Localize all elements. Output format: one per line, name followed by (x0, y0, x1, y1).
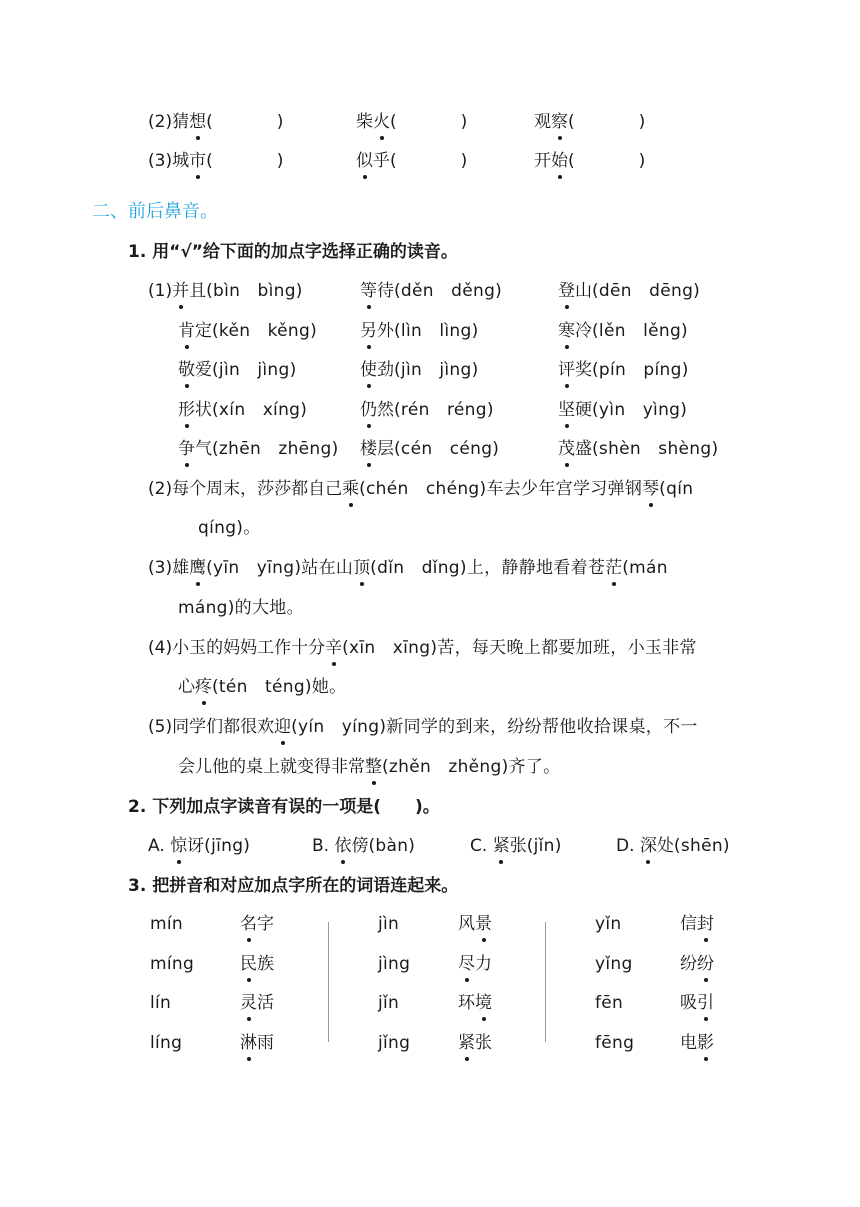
sentence-2-line1: (2)每个周末，莎莎都自己乘(chén chéng)车去少年宫学习弹钢琴(qín (148, 479, 694, 499)
q1-item (558, 358, 689, 382)
q3-pinyin[interactable]: jǐng (378, 1032, 411, 1053)
pinyin-options: (dēn dēng) (592, 281, 701, 301)
q3-word[interactable] (680, 952, 714, 976)
sentence-4-line1: (4)小玉的妈妈工作十分辛(xīn xīng)苦，每天晚上都要加班，小玉非常 (148, 638, 697, 658)
part1-row-3-c: 开始( ) (534, 151, 646, 171)
q3-word[interactable] (680, 912, 714, 936)
part1-row-3-b: 似乎( ) (356, 151, 468, 171)
char: 电 (680, 1032, 697, 1053)
item-number: (1) (148, 281, 173, 301)
char: 雨 (257, 1032, 274, 1053)
dotted-char: 使 (360, 360, 377, 380)
q1-item (178, 319, 317, 343)
char: 淋 (240, 1032, 257, 1053)
q2-option[interactable] (616, 834, 730, 858)
dotted-char: 敬 (178, 360, 195, 380)
pinyin-options: (jìn jìng) (212, 360, 297, 380)
dotted-char: 惊 (170, 836, 188, 856)
pinyin-options: (cén céng) (394, 439, 500, 459)
dotted-char: 深 (639, 836, 657, 856)
char: 定 (195, 320, 212, 341)
char: 纷 (697, 953, 714, 974)
pinyin-options: (shèn shèng) (592, 439, 719, 459)
char: 吸 (680, 993, 697, 1013)
q1-item (148, 279, 303, 303)
pinyin-options: (rén réng) (394, 399, 494, 420)
q1-item (558, 319, 688, 343)
pinyin-options: (yìn yìng) (592, 399, 688, 420)
dotted-char: 登 (558, 281, 575, 301)
q3-pinyin[interactable]: jìng (378, 953, 411, 974)
q3-pinyin[interactable]: fēng (595, 1032, 635, 1053)
char: 力 (475, 953, 492, 974)
q3-pinyin[interactable]: jǐn (378, 993, 400, 1013)
char: 状 (195, 399, 212, 420)
pinyin-options: (bìn bìng) (206, 281, 303, 301)
q3-word[interactable] (240, 912, 274, 936)
char: 层 (377, 439, 394, 459)
char: 风 (458, 914, 475, 934)
q3-pinyin[interactable]: yǐn (595, 914, 622, 934)
q3-pinyin[interactable]: líng (150, 1032, 183, 1053)
sentence-5-line2: 会儿他的桌上就变得非常整(zhěn zhěng)齐了。 (178, 757, 561, 777)
char: 活 (257, 993, 274, 1013)
dotted-char: 等 (360, 281, 377, 301)
char: 劲 (377, 360, 394, 380)
sentence-4-line2: 心疼(tén téng)她。 (178, 677, 347, 697)
q2-option[interactable] (148, 834, 250, 858)
q3-pinyin[interactable]: mín (150, 914, 183, 934)
part1-row-3: (3)城市( ) (148, 151, 284, 171)
dotted-char: 仍 (360, 399, 377, 420)
char: 盛 (575, 439, 592, 459)
q1-item (178, 437, 339, 461)
pinyin-options: (xín xíng) (212, 399, 308, 420)
q3-word[interactable] (240, 1031, 274, 1055)
dotted-char: 肯 (178, 320, 195, 341)
pinyin: (jǐn) (526, 836, 562, 856)
question-1-title: 1. 用“√”给下面的加点字选择正确的读音。 (128, 242, 458, 262)
char: 硬 (575, 399, 592, 420)
dotted-char: 寒 (558, 320, 575, 341)
part1-row-2: (2)猜想( ) (148, 112, 284, 132)
question-2-title: 2. 下列加点字读音有误的一项是( )。 (128, 797, 440, 817)
char: 待 (377, 281, 394, 301)
sentence-3-line2: máng)的大地。 (178, 598, 304, 618)
dotted-char: 茂 (558, 439, 575, 459)
char: 气 (195, 439, 212, 459)
dotted-char: 形 (178, 399, 195, 420)
q3-pinyin[interactable]: lín (150, 993, 172, 1013)
char: 紧 (458, 1032, 475, 1053)
char: 景 (475, 914, 492, 934)
part1-row-2-c: 观察( ) (534, 112, 646, 132)
char: 环 (458, 993, 475, 1013)
char: 民 (240, 953, 257, 974)
char: 名 (240, 914, 257, 934)
char: 境 (475, 993, 492, 1013)
q1-item (178, 358, 297, 382)
option-letter: B. (312, 836, 335, 856)
pinyin-options: (lěn lěng) (592, 320, 688, 341)
q1-item (558, 398, 687, 422)
dotted-char: 紧 (492, 836, 510, 856)
q3-word[interactable] (458, 952, 492, 976)
divider-line (545, 922, 546, 1042)
q3-word[interactable] (240, 991, 274, 1015)
pinyin-options: (děn děng) (394, 281, 503, 301)
pinyin-options: (zhēn zhēng) (212, 439, 339, 459)
section-title: 二、前后鼻音。 (92, 201, 218, 222)
q3-word[interactable] (240, 952, 274, 976)
q3-pinyin[interactable]: míng (150, 953, 195, 974)
q3-word[interactable] (680, 1031, 714, 1055)
option-letter: A. (148, 836, 171, 856)
pinyin: (shēn) (673, 836, 730, 856)
pinyin-options: (pín píng) (592, 360, 689, 380)
q1-item (178, 398, 307, 422)
q2-option[interactable] (312, 834, 415, 858)
part1-row-2-b: 柴火( ) (356, 112, 468, 132)
dotted-char: 依 (334, 836, 352, 856)
q3-pinyin[interactable]: fēn (595, 993, 624, 1013)
dotted-char: 并 (172, 281, 190, 301)
sentence-5-line1: (5)同学们都很欢迎(yín yíng)新同学的到来，纷纷帮他收拾课桌，不一 (148, 717, 698, 737)
char: 张 (509, 836, 527, 856)
dotted-char: 评 (558, 360, 575, 380)
char: 纷 (680, 953, 697, 974)
char: 字 (257, 914, 274, 934)
q1-item (360, 437, 499, 461)
option-letter: C. (470, 836, 493, 856)
q3-word[interactable] (458, 1031, 492, 1055)
pinyin: (bàn) (368, 836, 416, 856)
q3-pinyin[interactable]: jìn (378, 914, 400, 934)
q1-item (360, 358, 479, 382)
pinyin-options: (jìn jìng) (394, 360, 479, 380)
q2-option[interactable] (470, 834, 562, 858)
q1-item (558, 279, 700, 303)
char: 尽 (458, 953, 475, 974)
char: 外 (377, 320, 394, 341)
question-3-title: 3. 把拼音和对应加点字所在的词语连起来。 (128, 876, 459, 896)
divider-line (328, 922, 329, 1042)
pinyin: (jīng) (204, 836, 251, 856)
char: 讶 (187, 836, 205, 856)
dotted-char: 争 (178, 439, 195, 459)
char: 处 (656, 836, 674, 856)
dotted-char: 坚 (558, 399, 575, 420)
char: 然 (377, 399, 394, 420)
char: 引 (697, 993, 714, 1013)
pinyin-options: (kěn kěng) (212, 320, 317, 341)
dotted-char: 楼 (360, 439, 377, 459)
char: 影 (697, 1032, 714, 1053)
char: 灵 (240, 993, 257, 1013)
char: 族 (257, 953, 274, 974)
char: 傍 (351, 836, 369, 856)
char: 冷 (575, 320, 592, 341)
sentence-3-line1: (3)雄鹰(yīn yīng)站在山顶(dǐn dǐng)上，静静地看着苍茫(mán (148, 558, 668, 578)
char: 山 (575, 281, 592, 301)
q1-item (558, 437, 718, 461)
char: 信 (680, 914, 697, 934)
q3-word[interactable] (458, 912, 492, 936)
option-letter: D. (616, 836, 640, 856)
char: 封 (697, 914, 714, 934)
char: 且 (189, 281, 207, 301)
q3-word[interactable] (680, 991, 714, 1015)
pinyin-options: (lìn lìng) (394, 320, 479, 341)
sentence-2-line2: qíng)。 (198, 518, 261, 538)
char: 张 (475, 1032, 492, 1053)
q1-item (360, 279, 502, 303)
dotted-char: 另 (360, 320, 377, 341)
q3-word[interactable] (458, 991, 492, 1015)
q1-item (360, 398, 494, 422)
q1-item (360, 319, 479, 343)
char: 爱 (195, 360, 212, 380)
q3-pinyin[interactable]: yǐng (595, 953, 633, 974)
char: 奖 (575, 360, 592, 380)
